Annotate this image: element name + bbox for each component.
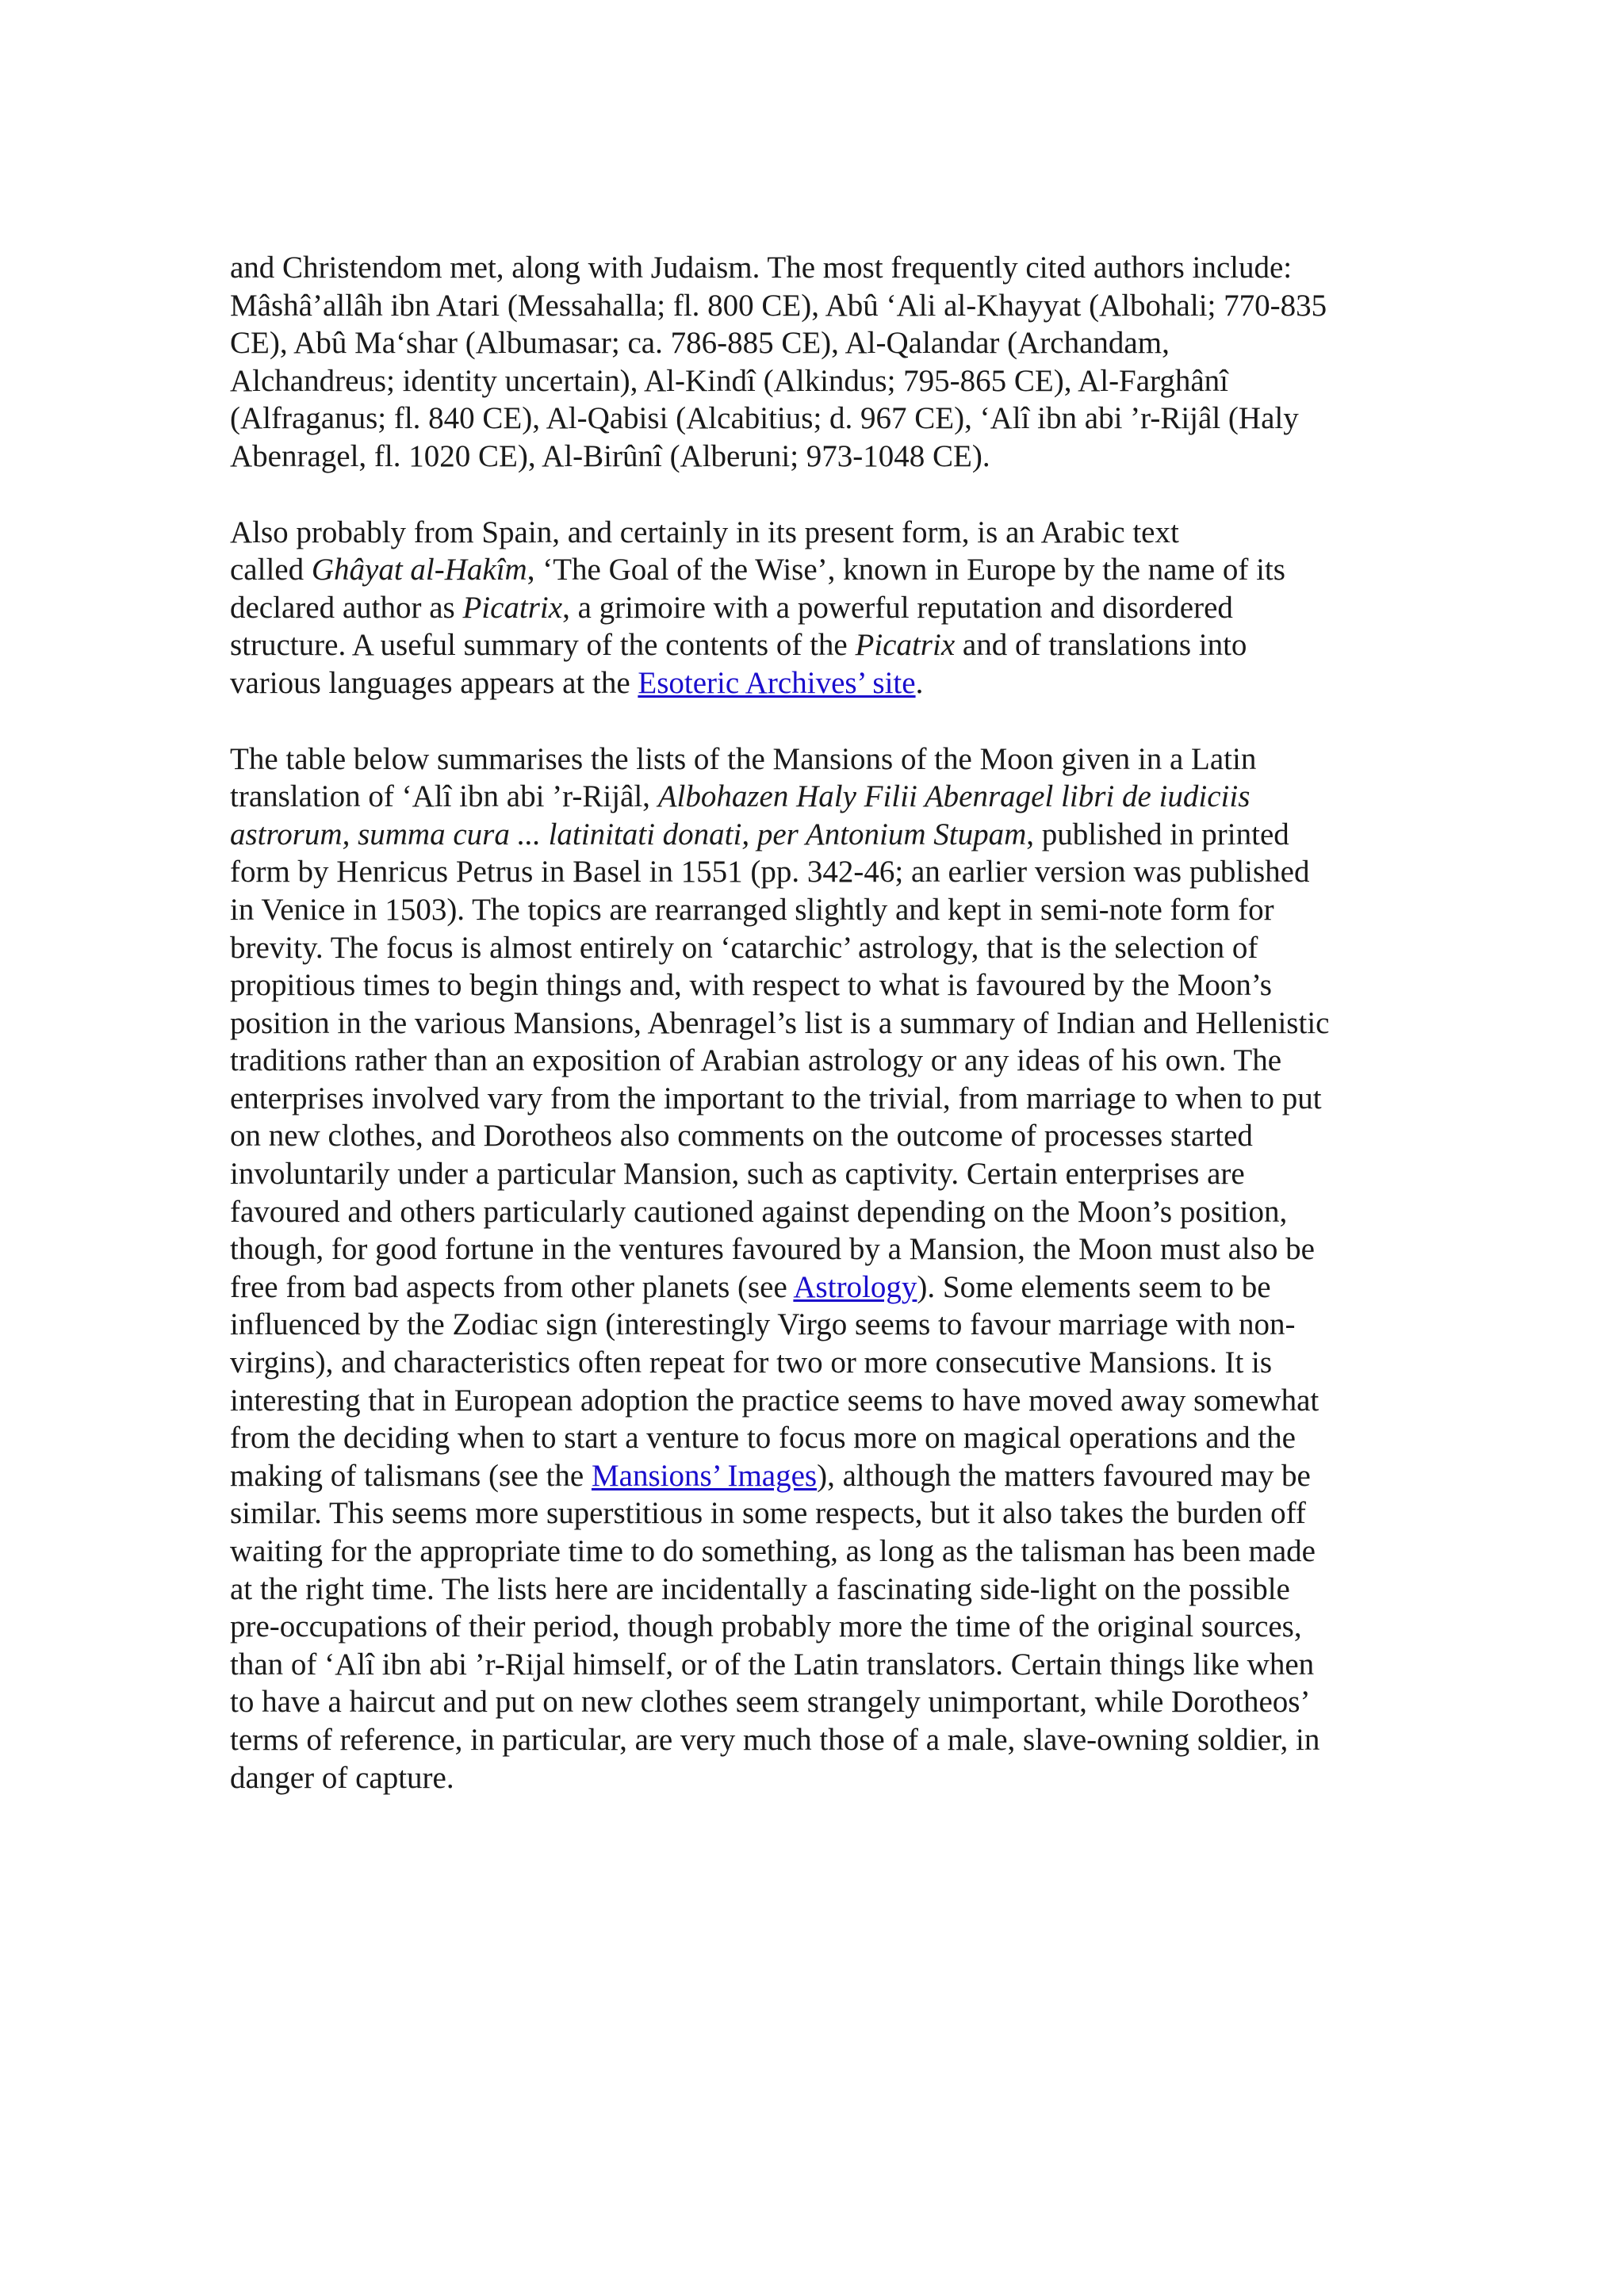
mansions-images-link[interactable]: Mansions’ Images <box>591 1458 818 1493</box>
text-line <box>230 1721 1404 1759</box>
body-text: and of translations into <box>955 628 1247 663</box>
body-text: than of ‘Alî ibn abi ’r-Rijal himself, or of the Latin translators. Certain things like when <box>230 1647 1315 1682</box>
body-text: CE), Abû Ma‘shar (Albumasar; ca. 786-885 CE), Al-Qalandar (Archandam, <box>230 326 1170 361</box>
body-text: similar. This seems more superstitious in some respects, but it also takes the burden off <box>230 1496 1306 1531</box>
body-text: declared author as <box>230 590 463 625</box>
italic-title-text: Picatrix <box>462 590 563 625</box>
text-line <box>230 853 1404 891</box>
text-line <box>230 324 1404 362</box>
document-page <box>230 249 1404 1835</box>
astrology-link[interactable]: Astrology <box>793 1269 917 1304</box>
body-text: virgins), and characteristics often repeat for two or more consecutive Mansions. It is <box>230 1345 1273 1380</box>
body-text: though, for good fortune in the ventures favoured by a Mansion, the Moon must also be <box>230 1232 1315 1267</box>
text-line <box>230 1683 1404 1721</box>
text-line <box>230 664 1404 702</box>
text-line <box>230 1382 1404 1420</box>
body-text: propitious times to begin things and, with respect to what is favoured by the Moon’s <box>230 968 1272 1003</box>
italic-title-text: astrorum, summa cura ... latinitati donati, per Antonium Stupam <box>230 817 1027 851</box>
body-text: danger of capture. <box>230 1760 454 1795</box>
text-line <box>230 1306 1404 1344</box>
body-text: traditions rather than an exposition of Arabian astrology or any ideas of his own. The <box>230 1043 1282 1078</box>
body-text: form by Henricus Petrus in Basel in 1551 (pp. 342-46; an earlier version was published <box>230 855 1310 890</box>
body-text: The table below summarises the lists of the Mansions of the Moon given in a Latin <box>230 741 1257 776</box>
body-text: to have a haircut and put on new clothes seem strangely unimportant, while Dorotheos’ <box>230 1685 1311 1720</box>
text-line <box>230 400 1404 438</box>
body-text: interesting that in European adoption the practice seems to have moved away somewhat <box>230 1383 1320 1418</box>
body-text: Abenragel, fl. 1020 CE), Al-Birûnî (Alberuni; 973-1048 CE). <box>230 438 990 473</box>
text-line <box>230 1494 1404 1533</box>
text-line <box>230 626 1404 664</box>
text-line <box>230 438 1404 476</box>
body-text: (Alfraganus; fl. 840 CE), Al-Qabisi (Alcabitius; d. 967 CE), ‘Alî ibn abi ’r-Rijâl (Haly <box>230 401 1299 436</box>
body-text: waiting for the appropriate time to do something, as long as the talisman has been made <box>230 1534 1316 1568</box>
body-text: Mâshâ’allâh ibn Atari (Messahalla; fl. 800 CE), Abû ‘Ali al-Khayyat (Albohali; 770-835 <box>230 288 1327 323</box>
text-line <box>230 1344 1404 1382</box>
body-text: , ‘The Goal of the Wise’, known in Europe by the name of its <box>527 553 1285 587</box>
text-line <box>230 514 1404 552</box>
text-line <box>230 1533 1404 1571</box>
text-line <box>230 362 1404 400</box>
body-text: on new clothes, and Dorotheos also comments on the outcome of processes started <box>230 1119 1253 1154</box>
body-text: enterprises involved vary from the important to the trivial, from marriage to when to put <box>230 1081 1322 1115</box>
italic-title-text: Picatrix <box>855 628 956 663</box>
body-text: free from bad aspects from other planets (see <box>230 1269 794 1304</box>
text-line <box>230 1080 1404 1118</box>
text-line <box>230 551 1404 589</box>
body-text: making of talismans (see the <box>230 1458 592 1493</box>
body-text: at the right time. The lists here are incidentally a fascinating side-light on the possible <box>230 1571 1290 1606</box>
text-line <box>230 1646 1404 1684</box>
body-text: influenced by the Zodiac sign (interestingly Virgo seems to favour marriage with non- <box>230 1307 1296 1342</box>
text-line <box>230 1419 1404 1457</box>
body-text: , a grimoire with a powerful reputation and disordered <box>562 590 1233 625</box>
text-line <box>230 740 1404 779</box>
text-line <box>230 1608 1404 1646</box>
text-line <box>230 1759 1404 1797</box>
text-line <box>230 778 1404 816</box>
body-text: ), although the matters favoured may be <box>817 1458 1311 1493</box>
body-text: terms of reference, in particular, are very much those of a male, slave-owning soldier, in <box>230 1722 1320 1757</box>
text-line <box>230 1117 1404 1155</box>
body-text: in Venice in 1503). The topics are rearranged slightly and kept in semi-note form for <box>230 892 1274 927</box>
body-text: Also probably from Spain, and certainly in its present form, is an Arabic text <box>230 515 1179 549</box>
body-text: . <box>915 665 924 700</box>
paragraph-authors <box>230 249 1404 476</box>
body-text: brevity. The focus is almost entirely on ‘catarchic’ astrology, that is the selection of <box>230 930 1258 965</box>
body-text: various languages appears at the <box>230 665 638 700</box>
paragraph-picatrix <box>230 514 1404 702</box>
text-line <box>230 589 1404 627</box>
text-line <box>230 1042 1404 1080</box>
text-line <box>230 966 1404 1004</box>
esoteric-archives-link[interactable]: Esoteric Archives’ site <box>638 665 916 700</box>
text-line <box>230 1571 1404 1609</box>
body-text: and Christendom met, along with Judaism. The most frequently cited authors include: <box>230 251 1293 285</box>
text-line <box>230 1155 1404 1193</box>
text-line <box>230 929 1404 967</box>
text-line <box>230 249 1404 287</box>
paragraph-mansions-table-intro <box>230 740 1404 1797</box>
text-line <box>230 1457 1404 1495</box>
body-text: involuntarily under a particular Mansion, such as captivity. Certain enterprises are <box>230 1157 1245 1192</box>
body-text: Alchandreus; identity uncertain), Al-Kindî (Alkindus; 795-865 CE), Al-Farghânî <box>230 363 1228 398</box>
body-text: favoured and others particularly cautioned against depending on the Moon’s position, <box>230 1194 1288 1229</box>
body-text: translation of ‘Alî ibn abi ’r-Rijâl, <box>230 779 658 814</box>
body-text: position in the various Mansions, Abenragel’s list is a summary of Indian and Hellenistic <box>230 1005 1330 1040</box>
body-text: , published in printed <box>1026 817 1289 851</box>
text-line <box>230 287 1404 325</box>
italic-title-text: Albohazen Haly Filii Abenragel libri de iudiciis <box>657 779 1251 814</box>
text-line <box>230 1269 1404 1307</box>
text-line <box>230 891 1404 929</box>
italic-title-text: Ghâyat al-Hakîm <box>311 553 527 587</box>
body-text: ). Some elements seem to be <box>917 1269 1271 1304</box>
body-text: from the deciding when to start a venture to focus more on magical operations and the <box>230 1421 1296 1456</box>
body-text: pre-occupations of their period, though probably more the time of the original sources, <box>230 1609 1302 1644</box>
body-text: structure. A useful summary of the contents of the <box>230 628 856 663</box>
text-line <box>230 1230 1404 1269</box>
text-line <box>230 816 1404 854</box>
text-line <box>230 1193 1404 1231</box>
body-text: called <box>230 553 312 587</box>
text-line <box>230 1004 1404 1043</box>
